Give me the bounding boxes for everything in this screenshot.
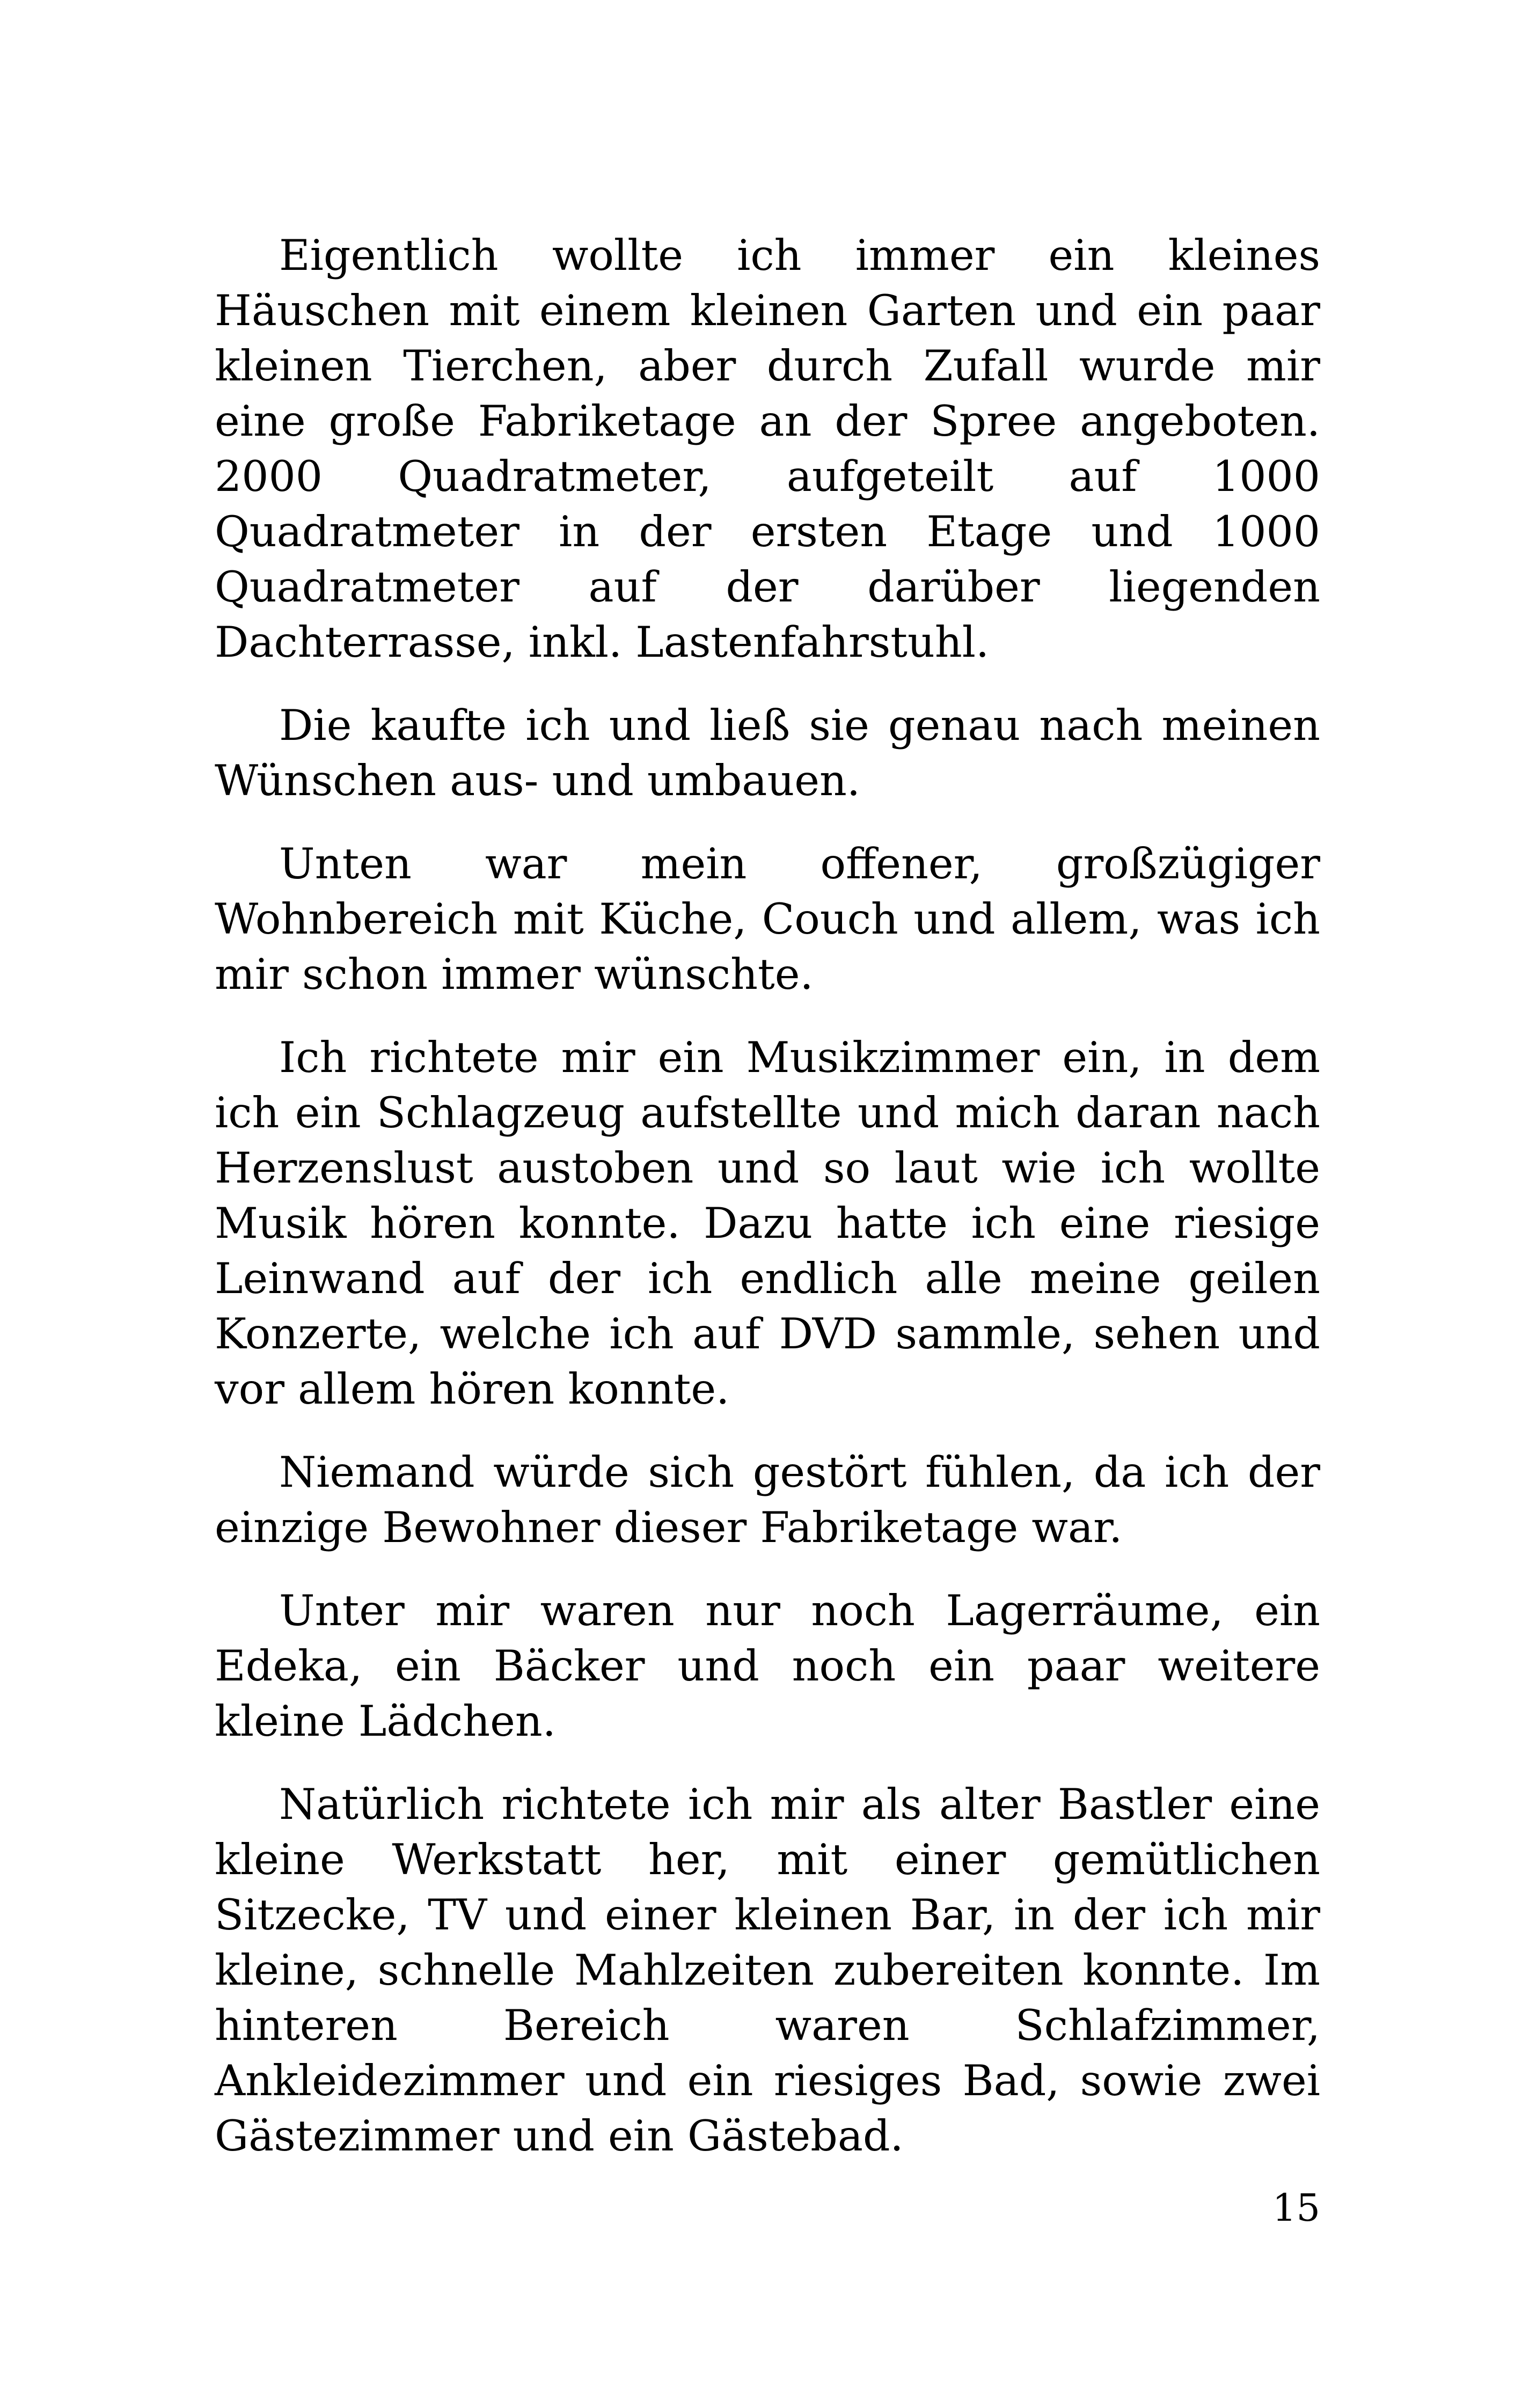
paragraph-4: Ich richtete mir ein Musikzimmer ein, in dem ich ein Schlagzeug aufstellte und mich daran nach Herzenslust austoben und so laut wie ich wollte Musik hören konnte. Dazu hatte ich eine riesige Leinwand auf der ich endlich alle meine geilen Konzerte, welche ich auf DVD sammle, sehen und vor allem hören konnte. <box>215 1033 1320 1414</box>
paragraph-7: Natürlich richtete ich mir als alter Bastler eine kleine Werkstatt her, mit einer gemütlichen Sitzecke, TV und einer kleinen Bar, in der ich mir kleine, schnelle Mahlzeiten zubereiten konnte. Im hinteren Bereich waren Schlafzimmer, Ankleidezimmer und ein riesiges Bad, sowie zwei Gästezimmer und ein Gästebad. <box>215 1780 1320 2161</box>
page-number: 15 <box>1272 2186 1320 2230</box>
paragraph-1: Eigentlich wollte ich immer ein kleines Häuschen mit einem kleinen Garten und ein paar kleinen Tierchen, aber durch Zufall wurde mir eine große Fabriketage an der Spree angeboten. 2000 Quadratmeter, aufgeteilt auf 1000 Quadratmeter in der ersten Etage und 1000 Quadratmeter auf der darüber liegenden Dachterrasse, inkl. Lastenfahrstuhl. <box>215 231 1320 667</box>
paragraph-3: Unten war mein offener, großzügiger Wohnbereich mit Küche, Couch und allem, was ich mir schon immer wünschte. <box>215 839 1320 999</box>
paragraph-5: Niemand würde sich gestört fühlen, da ich der einzige Bewohner dieser Fabriketage war. <box>215 1448 1320 1552</box>
paragraph-2: Die kaufte ich und ließ sie genau nach meinen Wünschen aus- und umbauen. <box>215 701 1320 805</box>
body-text <box>215 228 1320 2192</box>
paragraph-6: Unter mir waren nur noch Lagerräume, ein Edeka, ein Bäcker und noch ein paar weitere kleine Lädchen. <box>215 1586 1320 1746</box>
